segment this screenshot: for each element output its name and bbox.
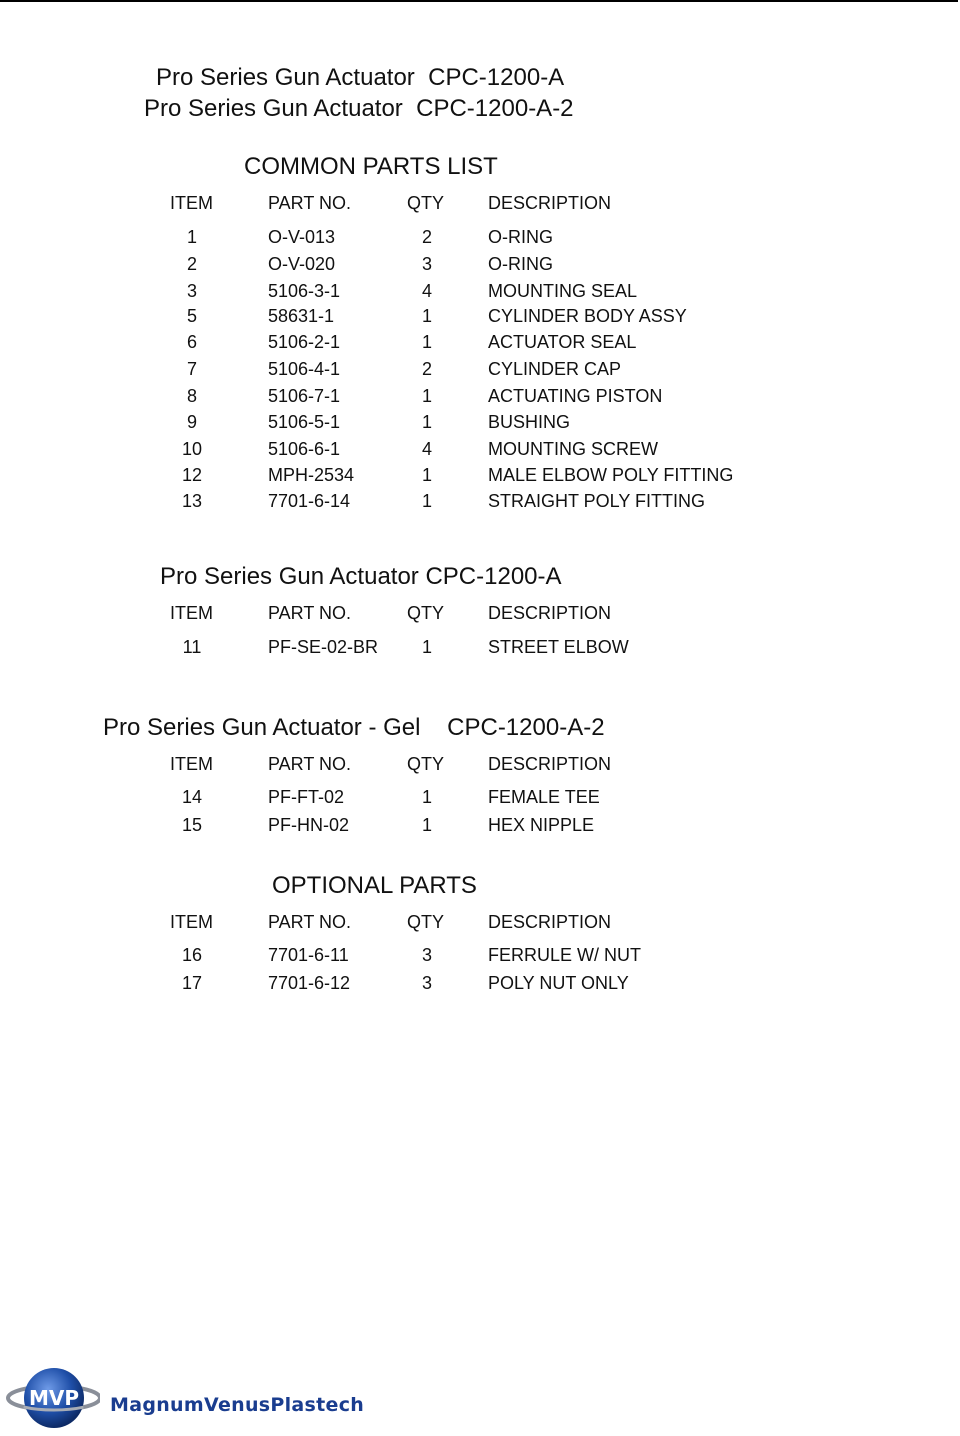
company-name: MagnumVenusPlastech [110,1394,365,1416]
company-logo [4,1362,384,1432]
description-cell: MOUNTING SEAL [488,281,638,301]
part-no-cell: PF-HN-02 [268,815,350,835]
optional-parts-title: OPTIONAL PARTS [272,872,477,899]
qty-cell: 2 [421,359,432,379]
header-part-no: PART NO. [268,603,352,623]
part-no-cell: 7701-6-14 [268,491,351,511]
document-title-line-2: Pro Series Gun Actuator CPC-1200-A-2 [144,95,574,122]
section-a-title: Pro Series Gun Actuator CPC-1200-A [160,563,562,590]
qty-cell: 3 [421,945,432,965]
part-no-cell: 5106-6-1 [268,439,341,459]
description-cell: MALE ELBOW POLY FITTING [488,465,734,485]
description-cell: ACTUATING PISTON [488,386,663,406]
common-parts-title: COMMON PARTS LIST [244,153,498,180]
qty-cell: 1 [421,386,432,406]
description-cell: ACTUATOR SEAL [488,332,637,352]
part-no-cell: PF-FT-02 [268,787,345,807]
item-cell: 2 [186,254,197,274]
qty-cell: 3 [421,973,432,993]
item-cell: 10 [181,439,203,459]
section-a2-title: Pro Series Gun Actuator - Gel CPC-1200-A-2 [103,714,605,741]
item-cell: 7 [186,359,197,379]
header-qty: QTY [407,912,445,932]
document-title-line-1: Pro Series Gun Actuator CPC-1200-A [156,64,565,91]
description-cell: CYLINDER BODY ASSY [488,306,687,326]
qty-cell: 4 [421,439,432,459]
part-no-cell: MPH-2534 [268,465,355,485]
header-item: ITEM [170,603,213,623]
description-cell: FERRULE W/ NUT [488,945,641,965]
part-no-cell: 5106-4-1 [268,359,341,379]
qty-cell: 1 [421,306,432,326]
description-cell: O-RING [488,254,553,274]
description-cell: O-RING [488,227,553,247]
item-cell: 13 [181,491,203,511]
description-cell: BUSHING [488,412,571,432]
description-cell: POLY NUT ONLY [488,973,629,993]
header-qty: QTY [407,193,445,213]
header-description: DESCRIPTION [488,603,612,623]
qty-cell: 1 [421,491,432,511]
header-part-no: PART NO. [268,912,352,932]
item-cell: 6 [186,332,197,352]
description-cell: STRAIGHT POLY FITTING [488,491,706,511]
svg-text:MVP: MVP [28,1386,80,1410]
part-no-cell: O-V-013 [268,227,336,247]
qty-cell: 1 [421,412,432,432]
header-qty: QTY [407,754,445,774]
part-no-cell: 7701-6-12 [268,973,351,993]
qty-cell: 1 [421,815,432,835]
header-description: DESCRIPTION [488,754,612,774]
part-no-cell: PF-SE-02-BR [268,637,379,657]
part-no-cell: 5106-5-1 [268,412,341,432]
description-cell: STREET ELBOW [488,637,629,657]
description-cell: FEMALE TEE [488,787,600,807]
item-cell: 15 [181,815,203,835]
part-no-cell: 58631-1 [268,306,335,326]
qty-cell: 1 [421,465,432,485]
header-description: DESCRIPTION [488,193,612,213]
part-no-cell: 5106-7-1 [268,386,341,406]
part-no-cell: 5106-3-1 [268,281,341,301]
qty-cell: 1 [421,787,432,807]
qty-cell: 1 [421,637,432,657]
description-cell: CYLINDER CAP [488,359,622,379]
item-cell: 3 [186,281,197,301]
header-part-no: PART NO. [268,193,352,213]
qty-cell: 4 [421,281,432,301]
qty-cell: 3 [421,254,432,274]
item-cell: 1 [186,227,197,247]
item-cell: 14 [181,787,203,807]
part-no-cell: 5106-2-1 [268,332,341,352]
item-cell: 9 [186,412,197,432]
part-no-cell: 7701-6-11 [268,945,349,965]
qty-cell: 1 [421,332,432,352]
qty-cell: 2 [421,227,432,247]
item-cell: 12 [181,465,203,485]
item-cell: 5 [186,306,197,326]
item-cell: 11 [182,637,202,657]
mvp-globe-logo-icon [4,1362,100,1432]
description-cell: HEX NIPPLE [488,815,595,835]
item-cell: 16 [181,945,203,965]
description-cell: MOUNTING SCREW [488,439,658,459]
header-description: DESCRIPTION [488,912,612,932]
top-rule [0,0,958,2]
header-item: ITEM [170,912,213,932]
item-cell: 17 [181,973,203,993]
header-item: ITEM [170,754,213,774]
header-item: ITEM [170,193,213,213]
header-part-no: PART NO. [268,754,352,774]
header-qty: QTY [407,603,445,623]
item-cell: 8 [186,386,197,406]
part-no-cell: O-V-020 [268,254,336,274]
